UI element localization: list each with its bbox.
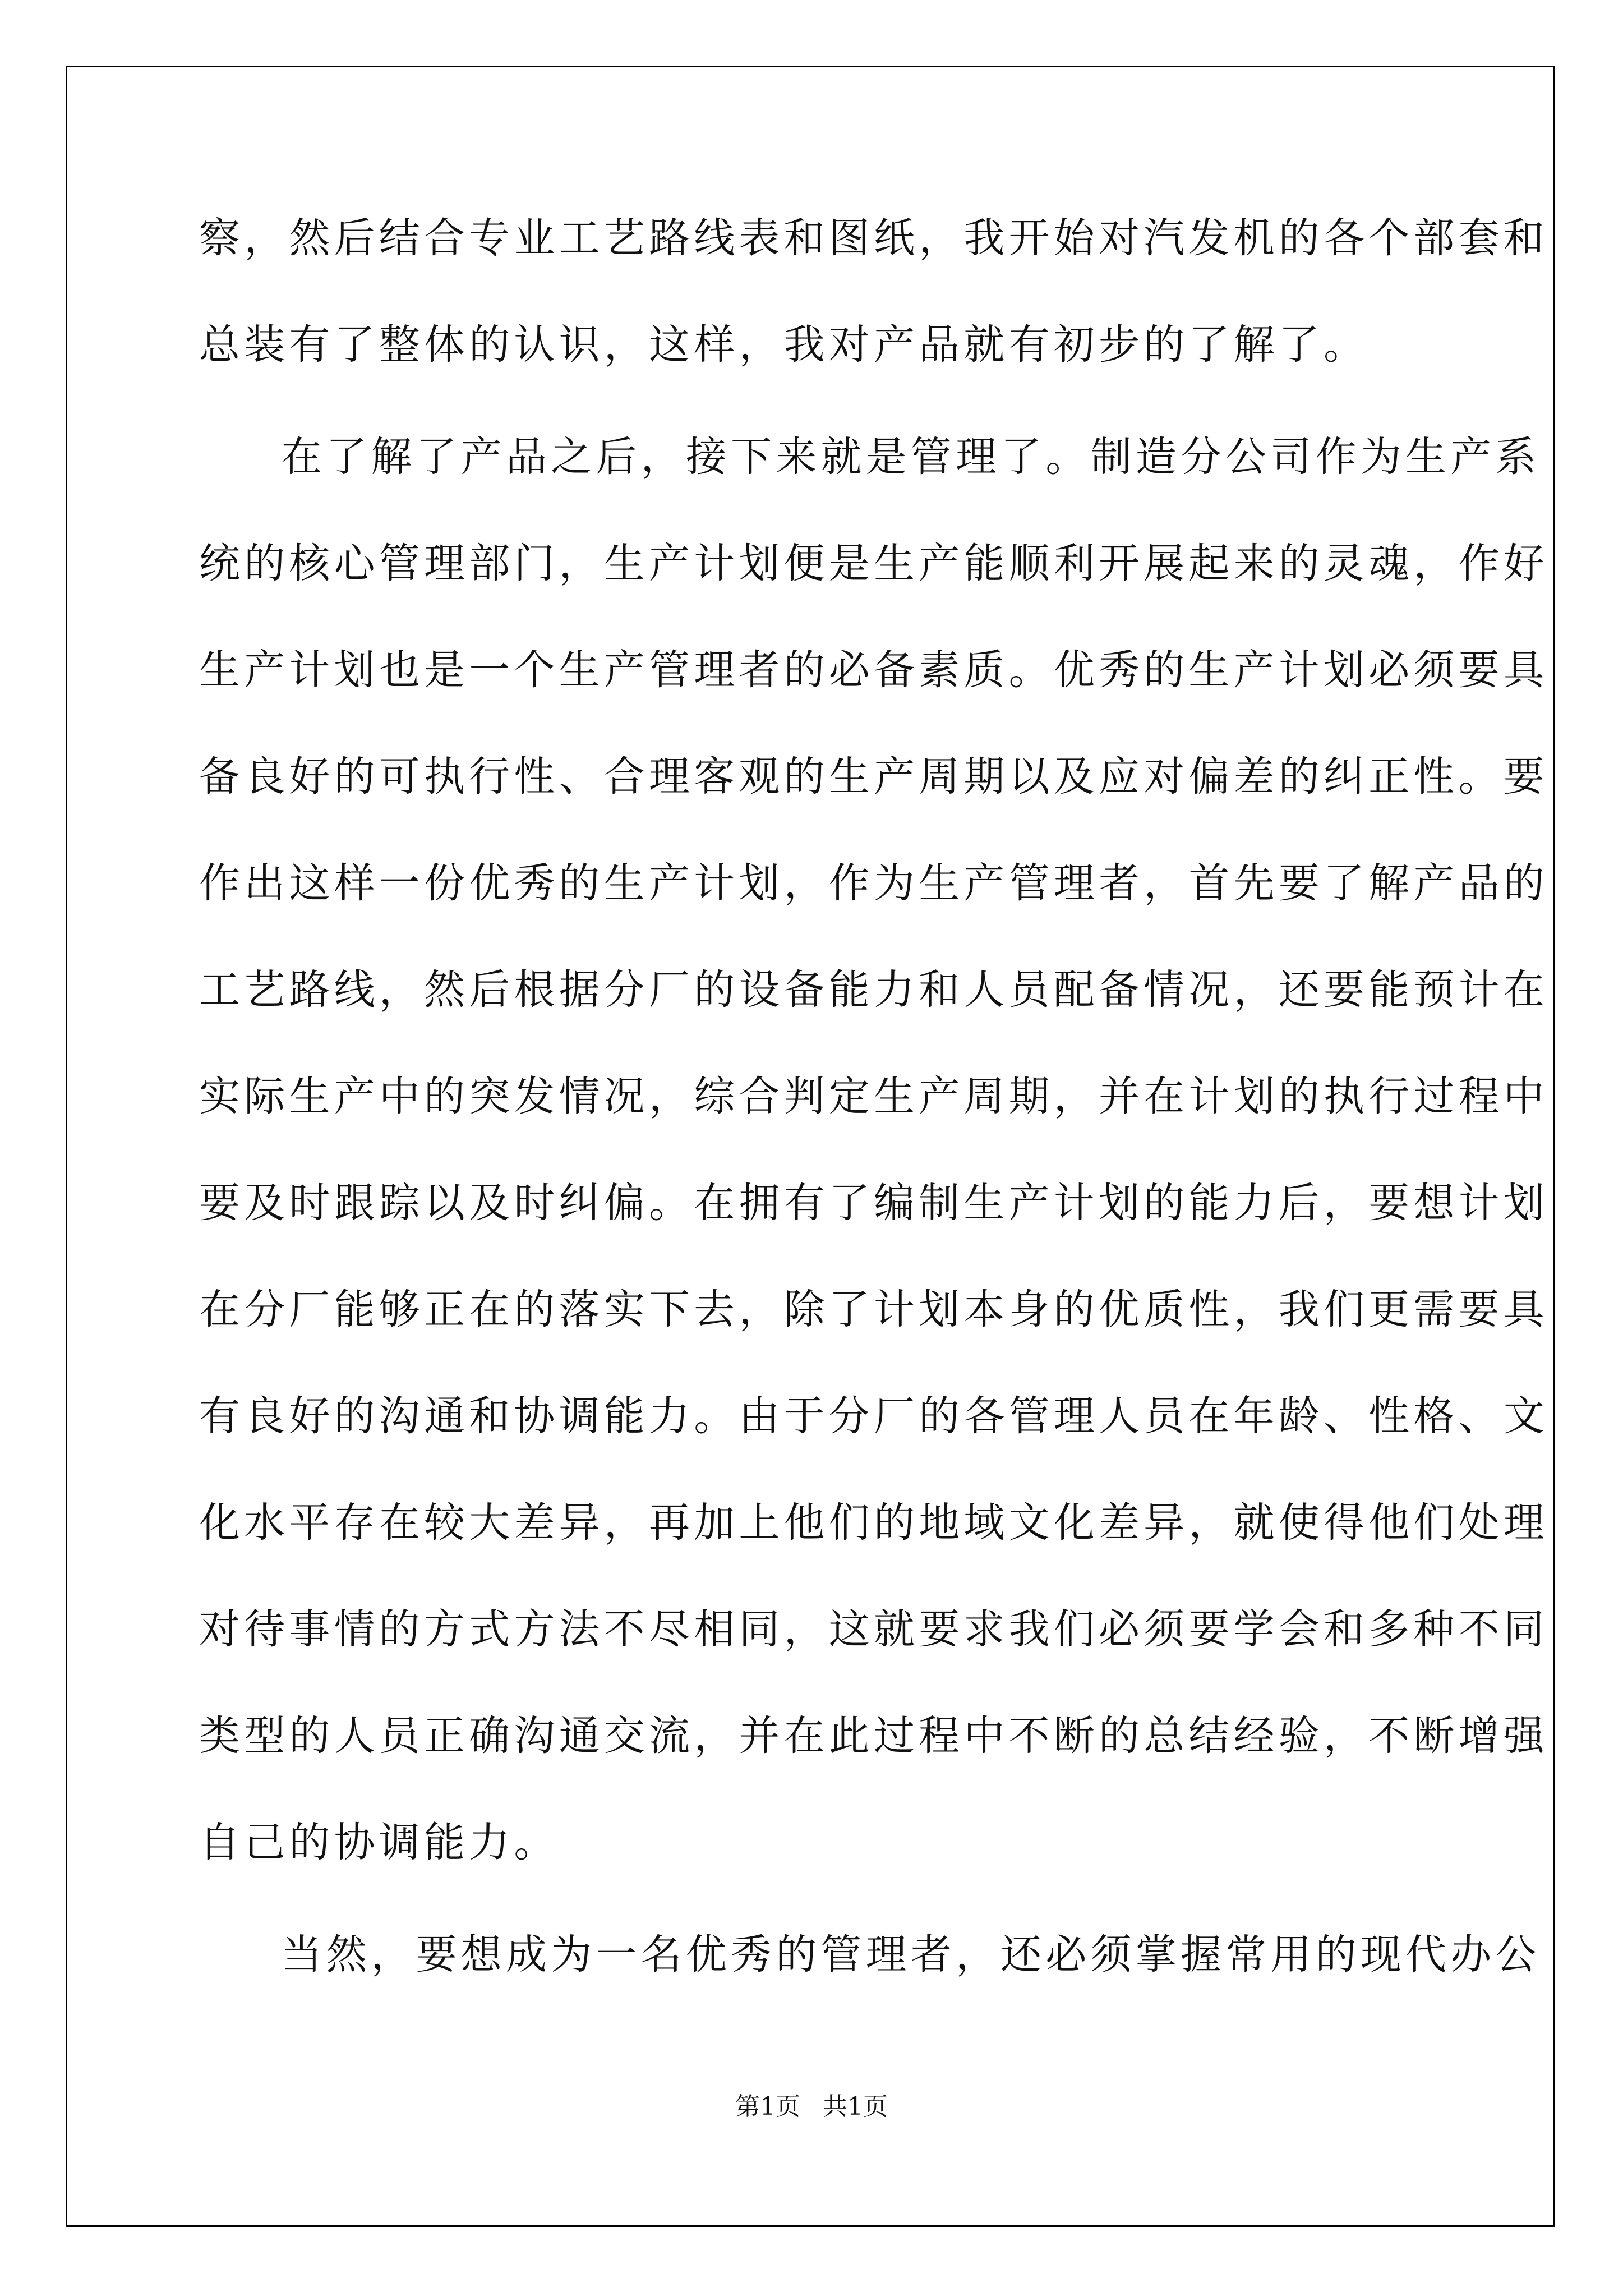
text-line: 化水平存在较大差异，再加上他们的地域文化差异，就使得他们处理 [199,1499,1548,1547]
paragraph-start-line: 当然，要想成为一名优秀的管理者，还必须掌握常用的现代办公 [281,1931,1541,1978]
text-line: 备良好的可执行性、合理客观的生产周期以及应对偏差的纠正性。要 [199,753,1548,800]
text-line: 实际生产中的突发情况，综合判定生产周期，并在计划的执行过程中 [199,1073,1548,1120]
text-line: 有良好的沟通和协调能力。由于分厂的各管理人员在年龄、性格、文 [199,1392,1548,1440]
text-line: 统的核心管理部门，生产计划便是生产能顺利开展起来的灵魂，作好 [199,540,1548,587]
page-border [66,66,1555,2227]
text-line: 生产计划也是一个生产管理者的必备素质。优秀的生产计划必须要具 [199,646,1548,694]
text-line: 工艺路线，然后根据分厂的设备能力和人员配备情况，还要能预计在 [199,966,1548,1014]
text-line: 类型的人员正确沟通交流，并在此过程中不断的总结经验，不断增强 [199,1712,1548,1760]
page-number: 第1页 [735,2092,800,2121]
text-line: 自己的协调能力。 [199,1819,559,1866]
paragraph-start-line: 在了解了产品之后，接下来就是管理了。制造分公司作为生产系 [281,433,1541,481]
text-line: 作出这样一份优秀的生产计划，作为生产管理者，首先要了解产品的 [199,859,1548,907]
text-line: 总装有了整体的认识，这样，我对产品就有初步的了解了。 [199,321,1369,369]
text-line: 察，然后结合专业工艺路线表和图纸，我开始对汽发机的各个部套和 [199,214,1548,262]
page-total: 共1页 [823,2092,888,2121]
text-line: 要及时跟踪以及时纠偏。在拥有了编制生产计划的能力后，要想计划 [199,1179,1548,1227]
page-footer [0,2086,1623,2122]
text-line: 在分厂能够正在的落实下去，除了计划本身的优质性，我们更需要具 [199,1286,1548,1333]
text-line: 对待事情的方式方法不尽相同，这就要求我们必须要学会和多种不同 [199,1605,1548,1653]
